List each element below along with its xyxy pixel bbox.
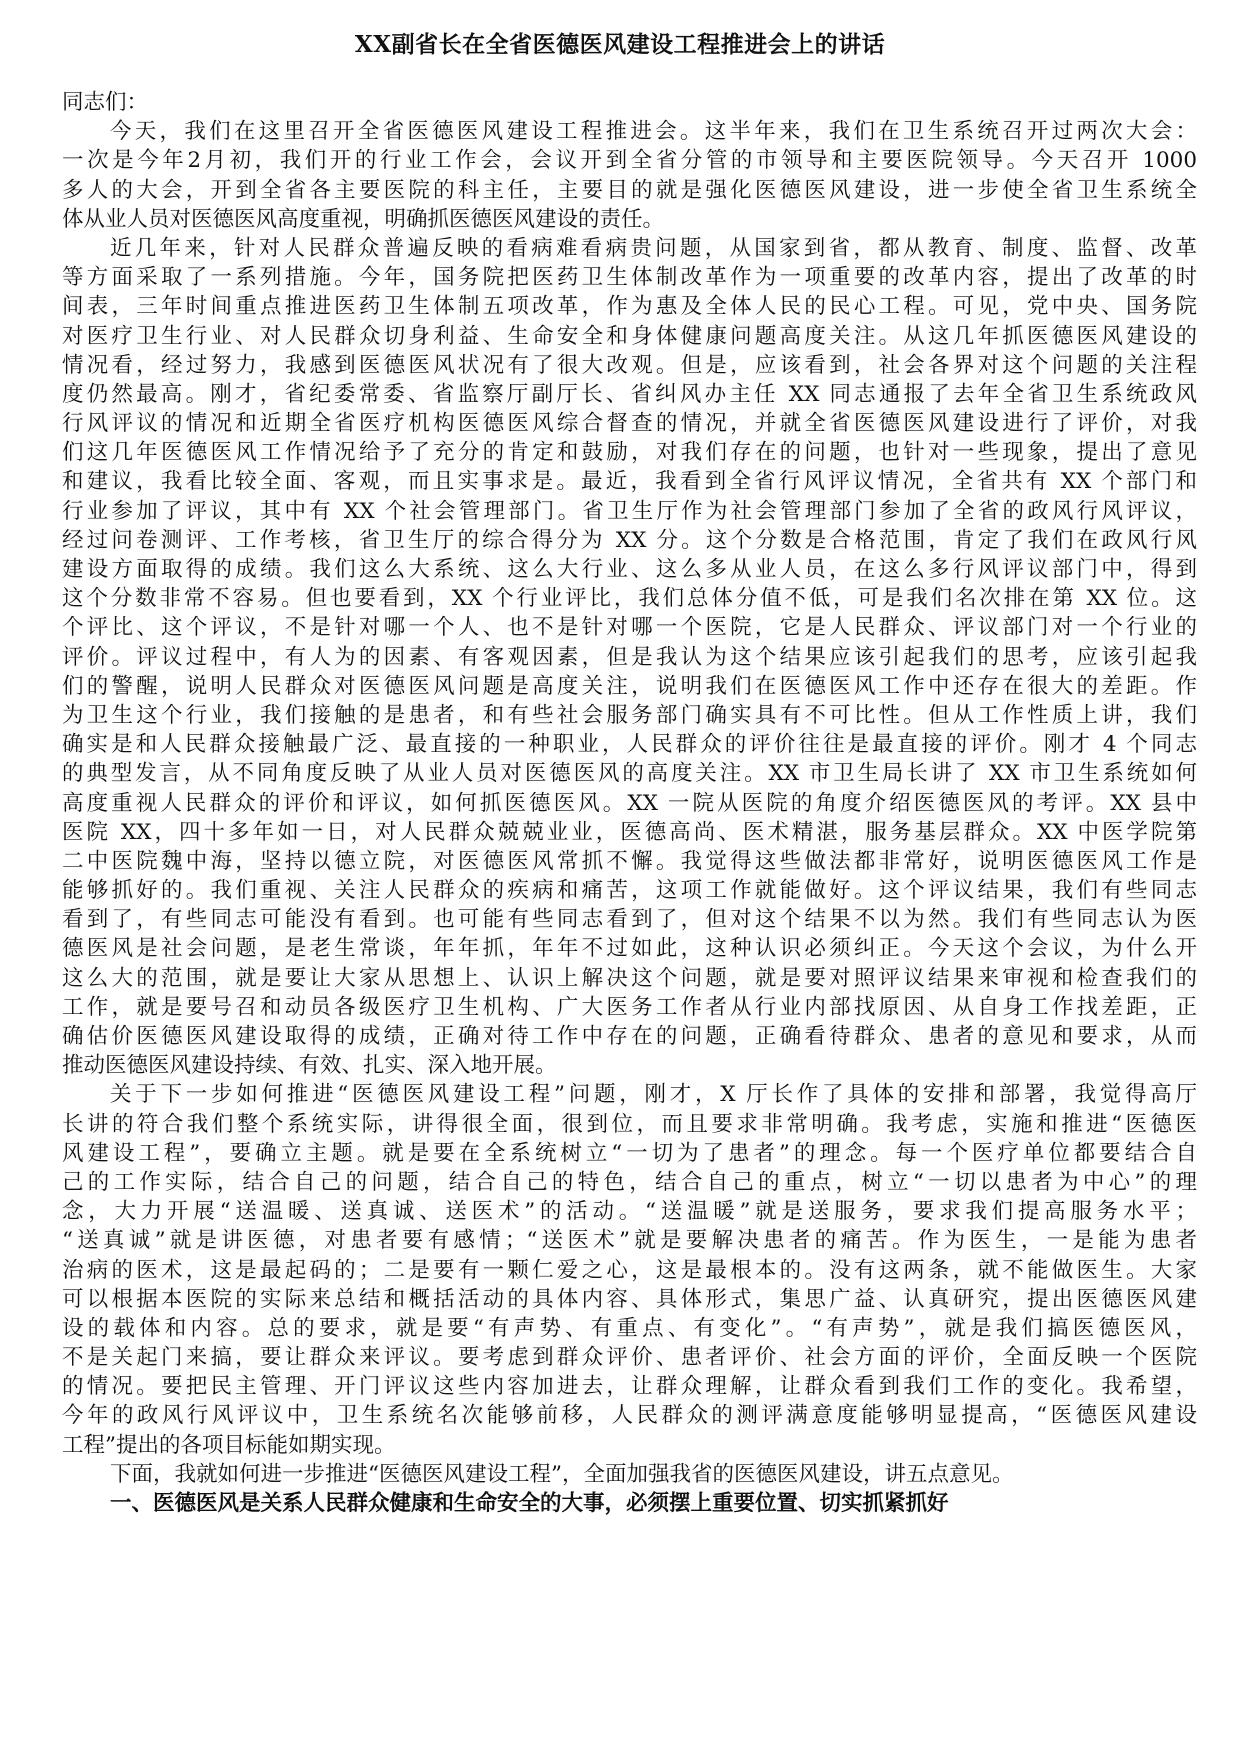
text-line: 评价。评议过程中，有人为的因素、有客观因素，但是我认为这个结果应该引起我们的思考，应该引起我 (62, 644, 1197, 670)
text-line: 德医风是社会问题，是老生常谈，年年抓，年年不过如此，这种认识必须纠正。今天这个会议，为什么开 (62, 936, 1197, 962)
document-title: XX副省长在全省医德医风建设工程推进会上的讲话 (354, 31, 886, 58)
text-line: 和建议，我看比较全面、客观，而且实事求是。最近，我看到全省行风评议情况，全省共有 XX 个部门和 (62, 469, 1197, 495)
text-line: 体从业人员对医德医风高度重视，明确抓医德医风建设的责任。 (62, 206, 665, 232)
text-line: 高度重视人民群众的评价和评议，如何抓医德医风。XX 一院从医院的角度介绍医德医风的考评。XX 县中 (62, 790, 1197, 816)
text-line: 今天，我们在这里召开全省医德医风建设工程推进会。这半年来，我们在卫生系统召开过两次大会： (110, 119, 1197, 145)
text-line: 一次是今年2月初，我们开的行业工作会，会议开到全省分管的市领导和主要医院领导。今天召开 1000 (62, 148, 1197, 174)
text-line: 等方面采取了一系列措施。今年，国务院把医药卫生体制改革作为一项重要的改革内容，提出了改革的时 (62, 265, 1197, 291)
text-line: 对医疗卫生行业、对人民群众切身利益、生命安全和身体健康问题高度关注。从这几年抓医德医风建设的 (62, 323, 1197, 349)
text-line: 关于下一步如何推进“医德医风建设工程”问题，刚才，X 厅长作了具体的安排和部署，我觉得高厅 (110, 1082, 1197, 1108)
text-line: 经过问卷测评、工作考核，省卫生厅的综合得分为 XX 分。这个分数是合格范围，肯定了我们在政风行风 (62, 527, 1197, 553)
text-line: 的情况。要把民主管理、开门评议这些内容加进去，让群众理解，让群众看到我们工作的变化。我希望， (62, 1374, 1197, 1400)
text-line: 情况看，经过努力，我感到医德医风状况有了很大改观。但是，应该看到，社会各界对这个问题的关注程 (62, 352, 1197, 378)
text-line: 确估价医德医风建设取得的成绩，正确对待工作中存在的问题，正确看待群众、患者的意见和要求，从而 (62, 1024, 1197, 1049)
text-line: 确实是和人民群众接触最广泛、最直接的一种职业，人民群众的评价往往是最直接的评价。刚才 4 个同志 (62, 732, 1197, 758)
text-line: 工程”提出的各项目标能如期实现。 (62, 1432, 396, 1458)
text-line: 看到了，有些同志可能没有看到。也可能有些同志看到了，但对这个结果不以为然。我们有些同志认为医 (62, 907, 1197, 933)
text-line: 行业参加了评议，其中有 XX 个社会管理部门。省卫生厅作为社会管理部门参加了全省的政风行风评议， (62, 498, 1197, 524)
section-heading: 一、医德医风是关系人民群众健康和生命安全的大事，必须摆上重要位置、切实抓紧抓好 (110, 1491, 949, 1516)
text-line: 间表，三年时间重点推进医药卫生体制五项改革，作为惠及全体人民的民心工程。可见，党中央、国务院 (62, 294, 1197, 320)
text-line: 可以根据本医院的实际来总结和概括活动的具体内容、具体形式，集思广益、认真研究，提出医德医风建 (62, 1286, 1197, 1312)
text-line: 行风评议的情况和近期全省医疗机构医德医风综合督查的情况，并就全省医德医风建设进行了评价，对我 (62, 411, 1197, 437)
text-line: 今年的政风行风评议中，卫生系统名次能够前移，人民群众的测评满意度能够明显提高，“医德医风建设 (62, 1403, 1197, 1429)
text-line: 不是关起门来搞，要让群众来评议。要考虑到群众评价、患者评价、社会方面的评价，全面反映一个医院 (62, 1345, 1197, 1371)
text-line: 下面，我就如何进一步推进“医德医风建设工程”，全面加强我省的医德医风建设，讲五点意见。 (110, 1461, 1014, 1487)
text-line: 们这几年医德医风工作情况给予了充分的肯定和鼓励，对我们存在的问题，也针对一些现象，提出了意见 (62, 440, 1197, 466)
document-body (62, 88, 1197, 1518)
text-line: 风建设工程”，要确立主题。就是要在全系统树立“一切为了患者”的理念。每一个医疗单位都要结合自 (62, 1140, 1197, 1166)
text-line: 推动医德医风建设持续、有效、扎实、深入地开展。 (62, 1053, 557, 1079)
text-line: 己的工作实际，结合自己的问题，结合自己的特色，结合自己的重点，树立“一切以患者为中心”的理 (62, 1169, 1197, 1195)
text-line: 念，大力开展“送温暖、送真诚、送医术”的活动。“送温暖”就是送服务，要求我们提高服务水平； (62, 1199, 1197, 1225)
text-line: 能够抓好的。我们重视、关注人民群众的疾病和痛苦，这项工作就能做好。这个评议结果，我们有些同志 (62, 878, 1197, 904)
text-line: 近几年来，针对人民群众普遍反映的看病难看病贵问题，从国家到省，都从教育、制度、监督、改革 (110, 235, 1197, 261)
text-line: 的典型发言，从不同角度反映了从业人员对医德医风的高度关注。XX 市卫生局长讲了 XX 市卫生系统如何 (62, 761, 1197, 787)
text-line: 同志们： (62, 90, 149, 115)
text-line: 治病的医术，这是最起码的；二是要有一颗仁爱之心，这是最根本的。没有这两条，就不能做医生。大家 (62, 1257, 1197, 1283)
text-line: 医院 XX，四十多年如一日，对人民群众兢兢业业，医德高尚、医术精湛，服务基层群众。XX 中医学院第 (62, 819, 1197, 845)
text-line: 个评比、这个评议，不是针对哪一个人、也不是针对哪一个医院，它是人民群众、评议部门对一个行业的 (62, 615, 1197, 641)
text-line: 工作，就是要号召和动员各级医疗卫生机构、广大医务工作者从行业内部找原因、从自身工作找差距，正 (62, 994, 1197, 1020)
text-line: 建设方面取得的成绩。我们这么大系统、这么大行业、这么多从业人员，在这么多行风评议部门中，得到 (62, 557, 1197, 582)
text-line: 二中医院魏中海，坚持以德立院，对医德医风常抓不懈。我觉得这些做法都非常好，说明医德医风工作是 (62, 848, 1197, 874)
text-line: 为卫生这个行业，我们接触的是患者，和有些社会服务部门确实具有不可比性。但从工作性质上讲，我们 (62, 702, 1197, 728)
text-line: 这么大的范围，就是要让大家从思想上、认识上解决这个问题，就是要对照评议结果来审视和检查我们的 (62, 965, 1197, 991)
text-line: 们的警醒，说明人民群众对医德医风问题是高度关注，说明我们在医德医风工作中还存在很大的差距。作 (62, 673, 1197, 699)
text-line: 多人的大会，开到全省各主要医院的科主任，主要目的就是强化医德医风建设，进一步使全省卫生系统全 (62, 177, 1197, 203)
text-line: “送真诚”就是讲医德，对患者要有感情；“送医术”就是要解决患者的痛苦。作为医生，一是能为患者 (62, 1228, 1197, 1254)
text-line: 设的载体和内容。总的要求，就是要“有声势、有重点、有变化”。“有声势”，就是我们搞医德医风， (62, 1315, 1197, 1341)
text-line: 度仍然最高。刚才，省纪委常委、省监察厅副厅长、省纠风办主任 XX 同志通报了去年全省卫生系统政风 (62, 381, 1197, 407)
text-line: 这个分数非常不容易。但也要看到，XX 个行业评比，我们总体分值不低，可是我们名次排在第 XX 位。这 (62, 586, 1197, 612)
text-line: 长讲的符合我们整个系统实际，讲得很全面，很到位，而且要求非常明确。我考虑，实施和推进“医德医 (62, 1111, 1197, 1137)
